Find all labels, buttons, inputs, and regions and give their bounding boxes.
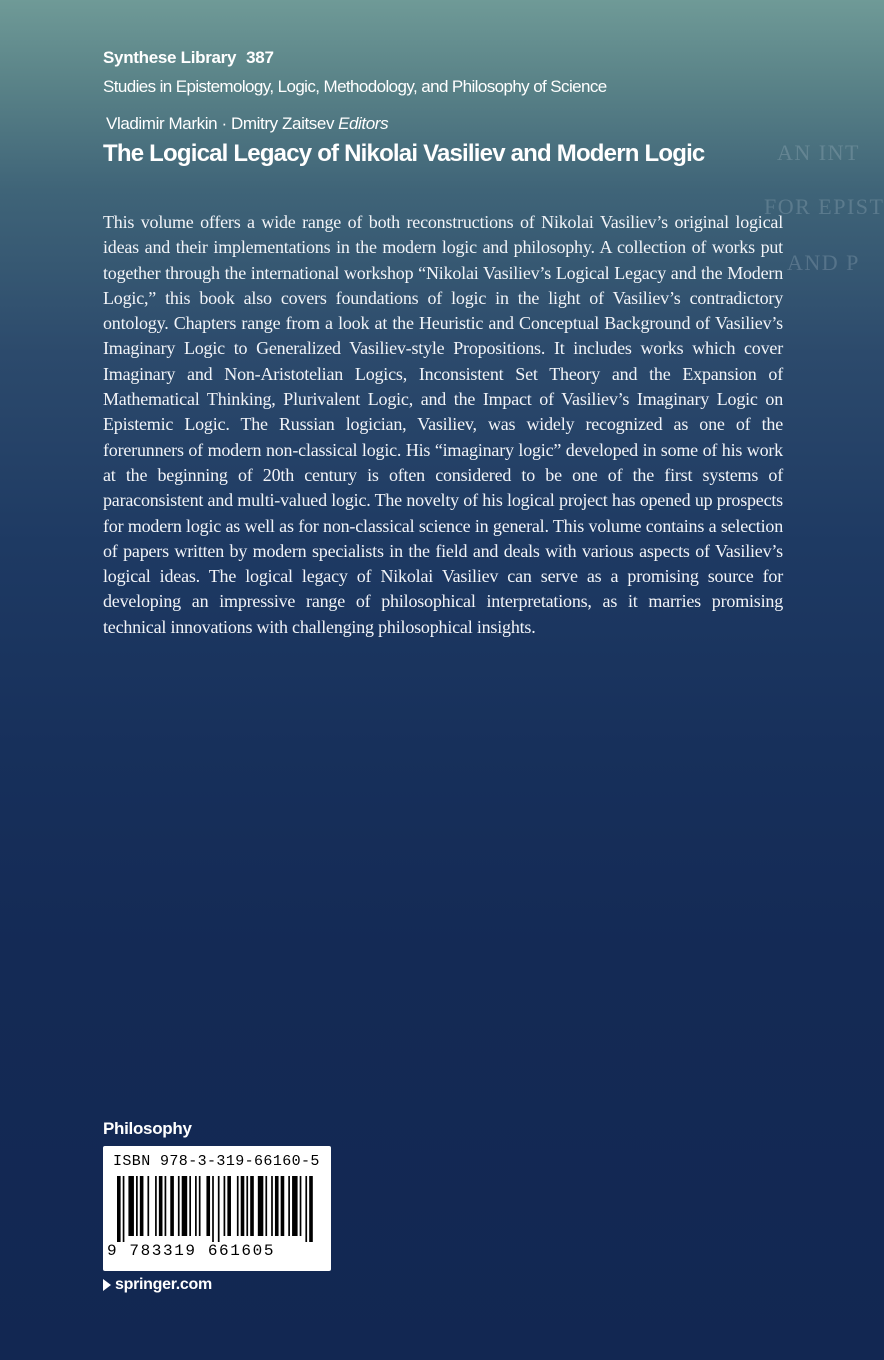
spine-ghost-text: FOR EPIST xyxy=(764,194,884,219)
barcode-bar xyxy=(195,1176,197,1236)
barcode-bar xyxy=(136,1176,138,1236)
barcode-bars xyxy=(117,1176,317,1242)
barcode-bar xyxy=(305,1176,307,1242)
barcode-bar xyxy=(271,1176,273,1236)
barcode-bar xyxy=(265,1176,267,1236)
barcode-bar xyxy=(250,1176,254,1236)
barcode-bar xyxy=(218,1176,220,1242)
barcode-bar xyxy=(258,1176,264,1236)
barcode-bar xyxy=(117,1176,121,1242)
barcode-bar xyxy=(199,1176,201,1236)
isbn-barcode xyxy=(103,1146,331,1271)
editor-role: Editors xyxy=(338,114,389,133)
spine-ghost-text: AND P xyxy=(787,250,860,275)
barcode-bar xyxy=(224,1176,226,1236)
barcode-bar xyxy=(212,1176,214,1242)
barcode-bar xyxy=(159,1176,163,1236)
barcode-bar xyxy=(309,1176,313,1242)
publisher-link[interactable] xyxy=(103,1276,212,1294)
series-subtitle: Studies in Epistemology, Logic, Methodology, and Philosophy of Science xyxy=(103,77,607,96)
isbn-label: ISBN 978-3-319-66160-5 xyxy=(113,1153,320,1170)
editor-names: Vladimir Markin · Dmitry Zaitsev xyxy=(106,114,335,133)
barcode-bar xyxy=(155,1176,157,1236)
book-title: The Logical Legacy of Nikolai Vasiliev and Modern Logic xyxy=(103,140,705,167)
barcode-bar xyxy=(147,1176,149,1236)
barcode-bar xyxy=(281,1176,285,1236)
publisher-link-text: springer.com xyxy=(115,1276,212,1293)
barcode-bar xyxy=(140,1176,144,1236)
triangle-right-icon xyxy=(103,1279,111,1291)
book-description: This volume offers a wide range of both reconstructions of Nikolai Vasiliev’s original logical ideas and their implementations in the modern logic and philosophy. A collection of works put together through the international workshop “Nikolai Vasiliev’s Logical Legacy and the Modern Logic,” this book also covers foundations of logic in the light of Vasiliev’s contradictory ontology. Chapters range from a look at the Heuristic and Conceptual Background of Vasiliev’s Imaginary Logic to Generalized Vasiliev-style Propositions. It includes works which cover Imaginary and Non-Aristotelian Logics, Inconsistent Set Theory and the Expansion of Mathematical Thinking, Plurivalent Logic, and the Impact of Vasiliev’s Imaginary Logic on Epistemic Logic. The Russian logician, Vasiliev, was widely recognized as one of the forerunners of modern non-classical logic. His “imaginary logic” developed in some of his work at the beginning of 20th century is often considered to be one of the first systems of paraconsistent and multi-valued logic. The novelty of his logical project has opened up prospects for modern logic as well as for non-classical science in general. This volume contains a selection of papers written by modern specialists in the field and deals with various aspects of Vasiliev’s logical ideas. The logical legacy of Nikolai Vasiliev can serve as a promising source for developing an impressive range of philosophical interpretations, as it marries promising technical innovations with challenging philosophical insights. xyxy=(103,212,783,637)
barcode-bar xyxy=(288,1176,290,1236)
barcode-bar xyxy=(123,1176,125,1242)
barcode-bar xyxy=(241,1176,245,1236)
barcode-bar xyxy=(165,1176,167,1236)
series-number: 387 xyxy=(246,48,274,67)
ean-digits: 9 783319 661605 xyxy=(107,1242,276,1260)
barcode-bar xyxy=(182,1176,188,1236)
barcode-bar xyxy=(170,1176,174,1236)
spine-ghost-text: AN INT xyxy=(777,140,860,165)
barcode-bar xyxy=(227,1176,231,1236)
subject-category: Philosophy xyxy=(103,1119,192,1138)
barcode-bar xyxy=(300,1176,302,1236)
series-name: Synthese Library xyxy=(103,48,237,67)
barcode-bar xyxy=(275,1176,279,1236)
barcode-bar xyxy=(246,1176,248,1236)
editors-line xyxy=(106,114,388,134)
barcode-bar xyxy=(292,1176,298,1236)
barcode-bar xyxy=(178,1176,180,1236)
barcode-bar xyxy=(128,1176,134,1236)
barcode-bar xyxy=(237,1176,239,1236)
series-title xyxy=(103,48,274,68)
barcode-bar xyxy=(189,1176,191,1236)
barcode-bar xyxy=(206,1176,210,1236)
